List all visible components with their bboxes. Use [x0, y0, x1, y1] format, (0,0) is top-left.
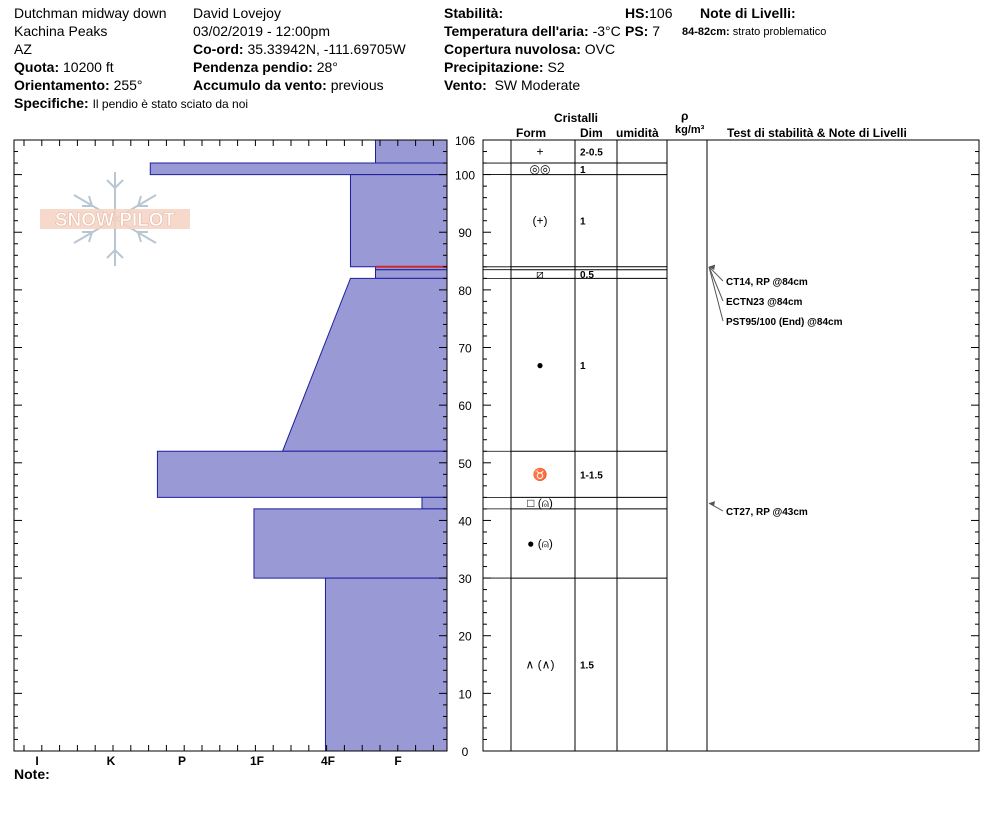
grain-size-value: 0.5	[580, 270, 594, 282]
hardness-bar	[325, 578, 447, 751]
layer-note-text: strato problematico	[732, 26, 827, 38]
hardness-category-label: K	[106, 754, 116, 768]
grain-form-symbol: ∧ (∧)	[525, 657, 555, 672]
coords-value: 35.33942N, -111.69705W	[247, 41, 406, 57]
hardness-bar	[376, 270, 448, 279]
precip-value: S2	[547, 59, 565, 75]
grain-size-value: 1	[580, 216, 586, 228]
grain-size-value: 1	[580, 360, 586, 372]
range: Kachina Peaks	[14, 23, 108, 39]
slope-value: 28°	[316, 59, 338, 75]
grain-form-symbol: +	[536, 144, 544, 159]
precip-label: Precipitazione:	[444, 59, 544, 75]
hardness-bar	[422, 497, 447, 509]
y-tick-label: 0	[461, 745, 469, 759]
aspect-value: 255°	[113, 77, 143, 93]
hardness-bar	[157, 451, 447, 497]
grain-form-symbol: □ (⍝)	[527, 496, 553, 511]
rho-header: ρ	[681, 109, 689, 123]
observer: David Lovejoy	[193, 5, 281, 21]
y-tick-label: 90	[458, 226, 472, 241]
specifics-label: Specifiche:	[14, 95, 89, 111]
test-arrow-line	[709, 267, 723, 321]
ps-label: PS:	[625, 23, 649, 39]
y-tick-label: 80	[458, 283, 472, 298]
elevation-label: Quota:	[14, 59, 60, 75]
note-label: Note:	[14, 766, 50, 782]
grain-form-symbol: ◎◎	[529, 161, 551, 176]
y-tick-label: 100	[454, 168, 476, 183]
y-tick-label: 10	[458, 687, 472, 702]
grain-size-value: 2-0.5	[580, 147, 603, 159]
hardness-category-label: 1F	[249, 754, 265, 768]
air-temp-label: Temperatura dell'aria:	[444, 23, 589, 39]
grain-form-symbol: ● (⍝)	[527, 536, 553, 551]
stability-test-label: PST95/100 (End) @84cm	[726, 317, 843, 328]
cloud-label: Copertura nuvolosa:	[444, 41, 581, 57]
layer-notes-label: Note di Livelli:	[700, 5, 796, 21]
stability-test-label: CT27, RP @43cm	[726, 507, 808, 518]
logo-text: SNOW PILOT	[54, 210, 176, 231]
snow-pilot-logo	[40, 172, 190, 266]
stability-test-label: CT14, RP @84cm	[726, 277, 808, 288]
y-tick-label: 40	[458, 514, 472, 529]
grain-size-value: 1	[580, 164, 586, 176]
ps-value: 7	[652, 23, 661, 39]
location: Dutchman midway down	[14, 5, 167, 21]
grain-form-symbol: ●	[536, 357, 544, 372]
wind-value: SW Moderate	[494, 77, 581, 93]
hardness-category-label: F	[394, 754, 402, 768]
crystals-header: Cristalli	[554, 111, 599, 125]
grain-size-value: 1-1.5	[580, 470, 603, 482]
y-tick-label: 50	[458, 456, 472, 471]
stability-test-label: ECTN23 @84cm	[726, 297, 803, 308]
hs-label: HS:	[625, 5, 650, 21]
grain-form-symbol: (+)	[532, 213, 548, 228]
hardness-category-label: P	[177, 754, 187, 768]
elevation-value: 10200 ft	[63, 59, 114, 75]
slope-label: Pendenza pendio:	[193, 59, 313, 75]
cloud-value: OVC	[584, 41, 616, 57]
hs-value: 106	[649, 5, 673, 21]
hardness-bar	[283, 278, 447, 451]
y-tick-label: 20	[458, 629, 472, 644]
wind-loading-label: Accumulo da vento:	[193, 77, 327, 93]
dim-header: Dim	[580, 126, 603, 140]
density-header: kg/m³	[675, 124, 705, 136]
y-tick-label: 106	[454, 134, 476, 148]
state: AZ	[14, 41, 32, 57]
y-tick-label: 70	[458, 341, 472, 356]
grain-form-symbol: ⧄	[536, 267, 544, 282]
coords-label: Co-ord:	[193, 41, 244, 57]
wind-label: Vento:	[444, 77, 487, 93]
specifics-value: Il pendio è stato sciato da noi	[92, 97, 249, 111]
hardness-bar	[350, 175, 447, 267]
grain-size-value: 1.5	[580, 660, 594, 672]
hardness-category-label: I	[35, 754, 39, 768]
wind-loading-value: previous	[330, 77, 384, 93]
form-header: Form	[516, 126, 546, 140]
layer-note-range: 84-82cm:	[682, 26, 730, 38]
air-temp-value: -3°C	[592, 23, 621, 39]
hardness-bar	[150, 163, 447, 175]
layer-table-frame	[483, 140, 979, 751]
hardness-bar	[254, 509, 447, 578]
aspect-label: Orientamento:	[14, 77, 110, 93]
y-tick-label: 30	[458, 572, 472, 587]
stability-label: Stabilità:	[444, 5, 504, 21]
grain-form-symbol: ♉	[532, 467, 548, 482]
hardness-bar	[376, 140, 448, 163]
y-tick-label: 60	[458, 399, 472, 414]
tests-header: Test di stabilità & Note di Livelli	[727, 126, 907, 140]
moisture-header: umidità	[616, 126, 659, 140]
hardness-category-label: 4F	[320, 754, 336, 768]
datetime: 03/02/2019 - 12:00pm	[193, 23, 330, 39]
